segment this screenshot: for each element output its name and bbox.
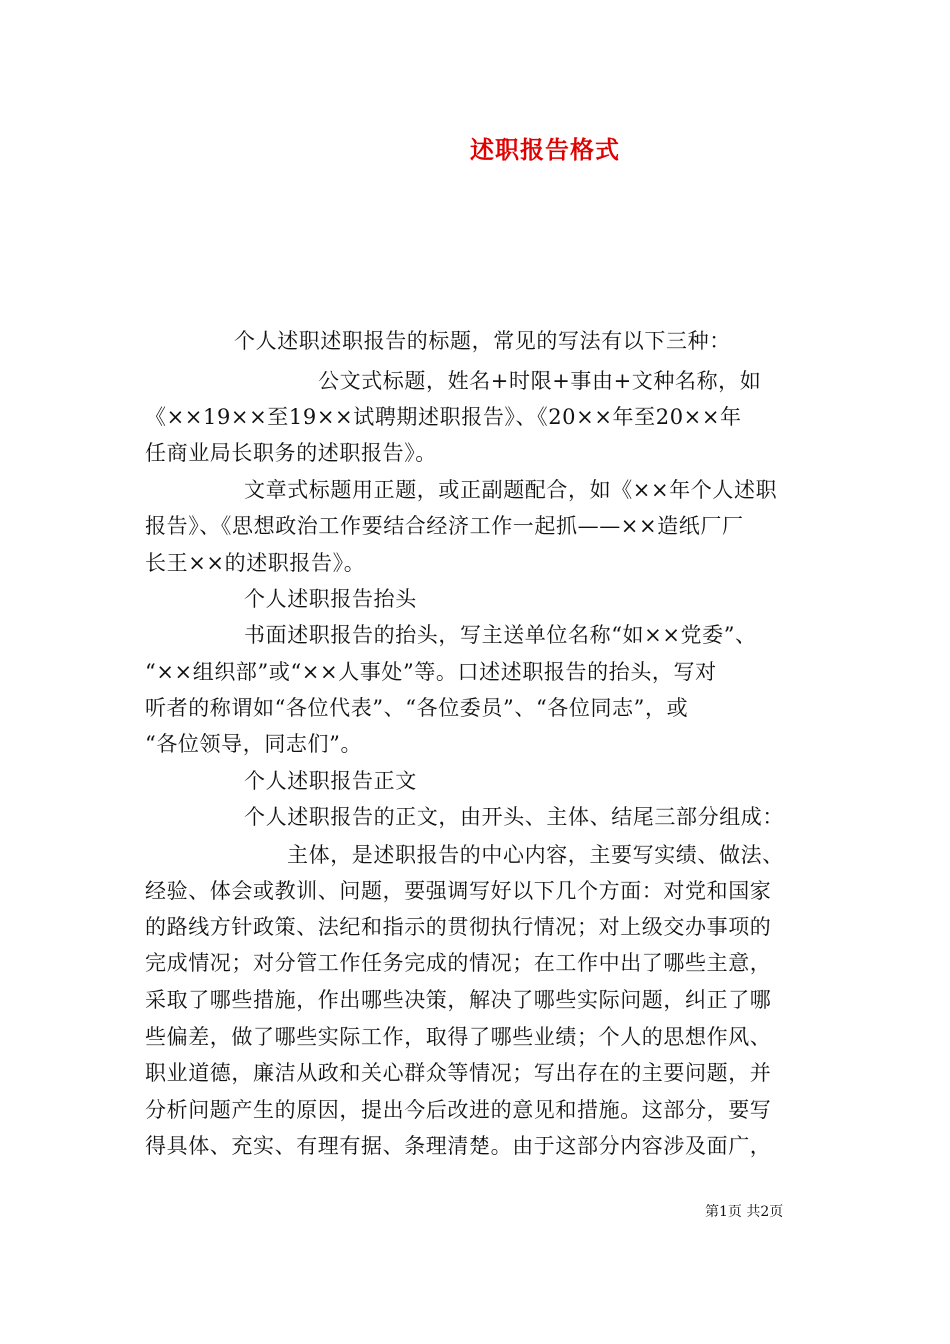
page-number: 第1页 共2页 — [705, 1204, 784, 1220]
text-line: 个人述职报告正文 — [244, 769, 417, 793]
text-line: 职业道德，廉洁从政和关心群众等情况；写出存在的主要问题，并 — [145, 1061, 772, 1085]
text-line: 书面述职报告的抬头，写主送单位名称“如××党委”、 — [244, 623, 757, 647]
document-title: 述职报告格式 — [470, 135, 620, 164]
text-line: 主体，是述职报告的中心内容，主要写实绩、做法、 — [287, 843, 784, 867]
text-line: 长王××的述职报告》。 — [145, 551, 366, 575]
text-line: 得具体、充实、有理有据、条理清楚。由于这部分内容涉及面广， — [145, 1134, 772, 1158]
text-line: 《××19××至19××试聘期述职报告》、《20××年至20××年 — [145, 405, 742, 429]
text-line: 采取了哪些措施，作出哪些决策，解决了哪些实际问题，纠正了哪 — [145, 988, 772, 1012]
text-line: 经验、体会或教训、问题，要强调写好以下几个方面：对党和国家 — [145, 879, 772, 903]
text-line: 个人述职报告的正文，由开头、主体、结尾三部分组成： — [244, 805, 784, 829]
text-line: 任商业局长职务的述职报告》。 — [145, 441, 437, 465]
text-line: 个人述职述职报告的标题，常见的写法有以下三种： — [234, 329, 731, 353]
text-line: 完成情况；对分管工作任务完成的情况；在工作中出了哪些主意， — [145, 951, 772, 975]
text-line: 听者的称谓如“各位代表”、“各位委员”、“各位同志”，或 — [145, 696, 689, 720]
text-line: 分析问题产生的原因，提出今后改进的意见和措施。这部分，要写 — [145, 1098, 772, 1122]
text-line: 文章式标题用正题，或正副题配合，如《××年个人述职 — [244, 478, 778, 502]
text-line: 个人述职报告抬头 — [244, 587, 417, 611]
text-line: 些偏差，做了哪些实际工作，取得了哪些业绩；个人的思想作风、 — [145, 1025, 772, 1049]
text-line: “××组织部”或“××人事处”等。口述述职报告的抬头，写对 — [145, 660, 717, 684]
text-line: 公文式标题，姓名+时限+事由+文种名称，如 — [318, 369, 762, 393]
text-line: 报告》、《思想政治工作要结合经济工作一起抓——××造纸厂厂 — [145, 514, 744, 538]
text-line: 的路线方针政策、法纪和指示的贯彻执行情况；对上级交办事项的 — [145, 915, 772, 939]
text-line: “各位领导，同志们”。 — [145, 732, 363, 756]
